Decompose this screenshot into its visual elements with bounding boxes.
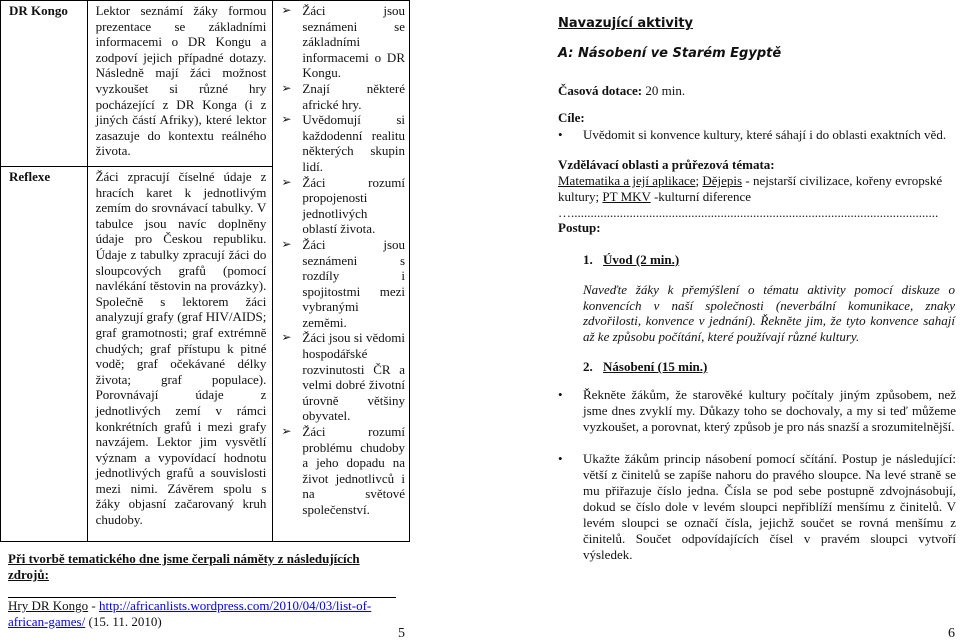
source-link[interactable]: http://africanlists.wordpress.com/2010/04/03/list-of-african-games/ [8,598,372,629]
step-heading [583,359,960,375]
time-allocation [558,83,685,99]
objective-item: ➢ Žáci rozumí problému chudoby a jeho dopadu na život jednotlivců i na světové společenství. [281,424,405,518]
areas-text [558,173,956,205]
left-page [0,0,410,642]
area-history-detail: - nejstarší civilizace, kořeny evropské kultury; [558,173,943,204]
source-separator: - [88,598,100,613]
objective-item: ➢ Uvědomují si každodenní realitu některých skupin lidí. [281,112,405,174]
reflexe-description: Žáci zpracují číselné údaje z hracích karet k jednotlivým zemím do srovnávací tabulky. V tabulce jsou navíc doplněny údaje pro Českou republiku. Údaje z tabulky zpracují žáci do sloupcových grafů (pomocí navlékání těstovin na provázky). Společně s lektorem žáci analyzují grafy (graf HIV/AIDS; graf gramotnosti; graf extrémně chudých; graf přístupu k pitné vodě; graf očekávané délky života; graf populace). Porovnávají údaje z jednotlivých zemí v rámci konkrétních grafů i mezi grafy navzájem. Lektor jim vysvětlí význam a vypovídací hodnotu jednotlivých grafů a souvislosti mezi nimi. Závěrem spolu s žáky objasní začarovaný kruh chudoby. [95,169,267,528]
row-description-cell [87,1,273,167]
area-mkv: PT MKV [602,189,651,204]
dr-kongo-description: Lektor seznámí žáky formou prezentace se základními informacemi o DR Kongu a zodpoví jejich případné dotazy. Následně mají žáci možnost vyzkoušet si různé hry pocházející z DR Konga (i z jiných částí Afriky), které lektor zasazuje do kontextu reálného života. [95,3,267,159]
step-number: 2. [583,359,593,374]
row-label-reflexe: Reflexe [9,169,51,184]
time-value: 20 min. [642,83,686,98]
lesson-table [0,0,410,542]
step-bullet [558,387,956,435]
right-page [545,0,960,642]
bullet-icon: • [558,387,563,402]
row-label-cell [1,167,88,542]
source-entry [8,598,400,629]
dotted-line: …................................................................................................................. [558,205,939,220]
time-label: Časová dotace: [558,83,643,98]
sources-heading: Při tvorbě tematického dne jsme čerpali náměty z následujících zdrojů: [8,551,360,582]
page-number-right: 6 [948,626,955,641]
source-date: (15. 11. 2010) [85,613,162,629]
row-label-dr-kongo: DR Kongo [9,3,68,18]
bullet-text: Řekněte žákům, že starověké kultury počítaly jiným způsobem, než jsme dnes zvyklí my. Důkazy toho se dochovaly, a my si teď můžeme vyzkoušet, a porovnat, který způsob je pro nás snazší a srozumitelnější. [583,387,956,434]
objective-item: ➢ Žáci jsou seznámeni se základními informacemi o DR Kongu. [281,3,405,81]
step-bullet [558,451,956,563]
bullet-icon: • [558,127,563,142]
step-heading [583,252,960,268]
area-mkv-detail: -kulturní diference [650,189,752,204]
area-history: Dějepis [702,173,743,188]
row-label-cell [1,1,88,167]
page-number-left: 5 [398,626,405,641]
areas-label: Vzdělávací oblasti a průřezová témata: [558,157,775,172]
objective-item: ➢ Žáci jsou si vědomi hospodářské rozvinutosti ČR a velmi dobré životní úrovně většiny obyvatel. [281,330,405,424]
goals-label: Cíle: [558,110,585,125]
area-separator: ; [695,173,703,188]
goal-item [558,127,956,143]
objectives-list [273,1,409,518]
step-description: Naveďte žáky k přemýšlení o tématu aktivity pomocí diskuze o konvencích v naší společnosti (neverbální komunikace, znaky zdvořilosti, konvence v jednání). Řekněte jim, že tyto konvence sahají až ke způsobu počítání, které používají různé kultury. [583,282,955,344]
procedure-label: Postup: [558,220,601,235]
objective-item: ➢ Žáci jsou seznámeni s rozdíly i spojitostmi mezi vybranými zeměmi. [281,237,405,331]
section-heading: Navazující aktivity [558,16,694,31]
step-number: 1. [583,252,593,267]
objective-item: ➢ Znají některé africké hry. [281,81,405,112]
table-row [1,1,410,167]
step-title: Úvod (2 min.) [603,252,680,267]
activity-title: A: Násobení ve Starém Egyptě [558,46,782,61]
row-description-cell [87,167,273,542]
bullet-icon: • [558,451,563,466]
bullet-text: Ukažte žákům princip násobení pomocí sčítání. Postup je následující: větší z činitelů se zapíše nahoru do pravého sloupce. Na levé straně se mu přiřazuje číslo jedna. Čísla se pod sebe postupně zdvojnásobují, dokud se číslo dole v levém sloupci nepřiblíží menšímu z činitelů. V levém sloupci se označí čísla, jejichž součet se rovná menšímu z činitelů. Součet odpovídajících čísel v pravém sloupci vytvoří výsledek. [583,451,956,562]
goal-text: Uvědomit si konvence kultury, které sáhají i do oblasti exaktních věd. [583,127,947,142]
step-title: Násobení (15 min.) [603,359,708,374]
objective-item: ➢ Žáci rozumí propojenosti jednotlivých oblastí života. [281,175,405,237]
objectives-cell [273,1,410,542]
source-name: Hry DR Kongo [8,598,89,613]
area-math: Matematika a její aplikace [558,173,696,188]
